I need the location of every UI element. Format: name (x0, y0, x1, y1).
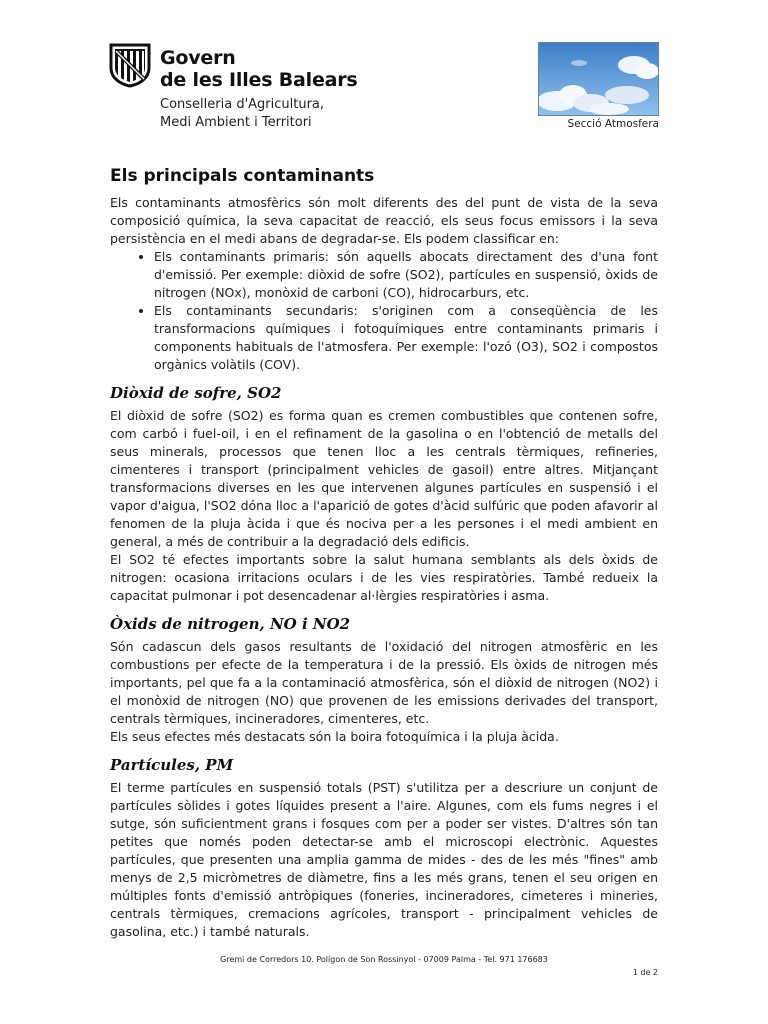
dept-line1: Conselleria d'Agricultura, (160, 97, 325, 112)
org-line1: Govern (160, 47, 236, 69)
department-name (160, 96, 324, 132)
intro-paragraph: Els contaminants atmosfèrics són molt diferents des del punt de vista de la seva composició química, la seva capacitat de reacció, els seus focus emissors i la seva persistència en el medi abans de degradar-se. Els podem classificar en: (110, 195, 658, 246)
page-number: 1 de 2 (632, 968, 658, 977)
pollutant-types-list (110, 248, 658, 374)
page-title: Els principals contaminants (110, 166, 375, 186)
list-item: • Els contaminants secundaris: s'originen com a conseqüència de les transformacions químiques i fotoquímiques entre contaminants primaris i components habituals de l'atmosfera. Per exemple: l'ozó (O3), SO2 i compostos orgànics volàtils (COV). (154, 302, 658, 374)
paragraph: El terme partícules en suspensió totals (PST) s'utilitza per a descriure un conjunt de partícules sòlides i gotes líquides present a l'aire. Algunes, com els fums negres i el sutge, són suficientment grans i fosques com per a poder ser vistes. D'altres són tan petites que només poden detectar-se amb el microscopi electrònic. Aquestes partícules, que presenten una amplia gamma de mides - des de les més "fines" amb menys de 2,5 micròmetres de diàmetre, fins a les més grans, tenen el seu origen en múltiples fonts d'emissió antròpiques (foneries, incineradores, cimeteres i mineries, centrals tèrmiques, cremacions agrícoles, transport - principalment vehicles de gasolina, etc.) i també naturals. (110, 780, 658, 939)
organization-name (160, 47, 358, 91)
org-line2: de les Illes Balears (160, 69, 358, 91)
footer-address: Gremi de Corredors 10. Polígon de Son Rossinyol - 07009 Palma - Tel. 971 176683 (220, 955, 548, 964)
section-label: Secció Atmosfera (567, 118, 659, 130)
paragraph: El SO2 té efectes importants sobre la salut humana semblants als dels òxids de nitrogen: ocasiona irritacions oculars i de les vies respiratòries. També redueix la capacitat pulmonar i pot desencadenar al·lèrgies respiratòries i asma. (110, 552, 658, 603)
section-heading-so2: Diòxid de sofre, SO2 (110, 384, 282, 402)
dept-line2: Medi Ambient i Territori (160, 115, 312, 130)
paragraph: Els seus efectes més destacats són la boira fotoquímica i la pluja àcida. (110, 729, 559, 744)
sky-clouds-photo (538, 42, 659, 116)
document-body (110, 166, 658, 941)
paragraph: El diòxid de sofre (SO2) es forma quan es cremen combustibles que contenen sofre, com carbó i fuel-oil, i en el refinament de la gasolina o en l'obtenció de metalls del seus minerals, processos que tenen lloc a les centrals tèrmiques, refineries, cimenteres i transport (principalment vehicles de gasoil) entre altres. Mitjançant transformacions diverses en les que intervenen algunes partícules en suspensió i el vapor d'aigua, l'SO2 dóna lloc a l'aparició de gotes d'àcid sulfúric que poden afavorir al fenomen de la pluja àcida i que és nociva per a les persones i el medi ambient en general, a més de contribuir a la degradació dels edificis. (110, 408, 658, 549)
paragraph: Són cadascun dels gasos resultants de l'oxidació del nitrogen atmosfèric en les combustions per efecte de la temperatura i de la pressió. Els òxids de nitrogen més importants, pel que fa a la contaminació atmosfèrica, són el diòxid de nitrogen (NO2) i el monòxid de nitrogen (NO) que provenen de les emissions derivades del transport, centrals tèrmiques, incineradores, cimenteres, etc. (110, 639, 658, 726)
section-heading-pm: Partícules, PM (110, 756, 234, 774)
section-heading-nox: Òxids de nitrogen, NO i NO2 (110, 615, 351, 633)
list-item: • Els contaminants primaris: són aquells abocats directament des d'una font d'emissió. Per exemple: diòxid de sofre (SO2), partícules en suspensió, òxids de nitrogen (NOx), monòxid de carboni (CO), hidrocarburs, etc. (154, 248, 658, 302)
coat-of-arms-icon (107, 42, 153, 88)
